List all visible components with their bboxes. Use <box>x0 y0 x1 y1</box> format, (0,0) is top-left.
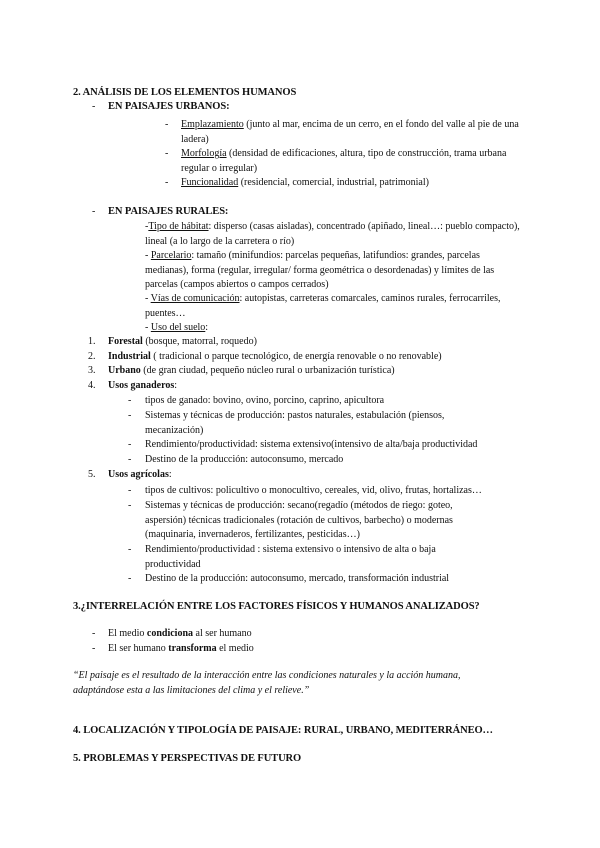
text: ( tradicional o parque tecnológico, de energía renovable o no renovable) <box>150 351 442 362</box>
text: : <box>174 380 177 391</box>
term: Emplazamiento <box>181 119 244 130</box>
list-number: 3. <box>88 365 96 376</box>
bullet-dash: - <box>92 101 96 112</box>
interrelation-item <box>108 642 254 657</box>
term: Vías de comunicación <box>150 293 240 304</box>
bullet-dash: - <box>92 628 96 639</box>
agricola-item: tipos de cultivos: policultivo o monocultivo, cereales, vid, olivo, frutas, hortalizas… <box>145 485 482 496</box>
text: el medio <box>216 643 254 654</box>
ganadero-item: tipos de ganado: bovino, ovino, porcino, caprino, apicultora <box>145 395 385 406</box>
section-5-title: 5. PROBLEMAS Y PERSPECTIVAS DE FUTURO <box>73 753 302 764</box>
prefix: - <box>145 293 151 304</box>
text: El ser humano <box>108 643 169 654</box>
bullet-dash: - <box>128 395 132 406</box>
text: : disperso (casas aisladas), concentrado (apiñado, lineal…: pueblo compacto), lineal (a lo largo de la carretera o río) <box>145 221 520 247</box>
agricola-item: Rendimiento/productividad : sistema extensivo o intensivo de alta o baja productividad <box>145 544 436 570</box>
text: : <box>205 322 209 333</box>
urban-item-morfologia <box>181 147 521 176</box>
rural-parcelario <box>145 249 520 293</box>
bullet-dash: - <box>128 410 132 421</box>
prefix: - <box>145 322 151 333</box>
prefix: - <box>145 221 149 232</box>
section-4-title: 4. LOCALIZACIÓN Y TIPOLOGÍA DE PAISAJE: RURAL, URBANO, MEDITERRÁNEO… <box>73 725 493 736</box>
text: (bosque, matorral, roquedo) <box>142 336 257 347</box>
bullet-dash: - <box>165 177 169 188</box>
term: Forestal <box>108 336 143 347</box>
text: : tamaño (minifundios: parcelas pequeñas, latifundios: grandes, parcelas medianas), forma (regular, irregular/ forma geométrica o desordenadas) y límites de las parcelas (campos abiertos o campos cerrados) <box>145 250 495 290</box>
term: Morfología <box>181 148 227 159</box>
rural-habitat <box>145 220 520 249</box>
ganadero-item: Sistemas y técnicas de producción: pastos naturales, estabulación (piensos, mecanización) <box>145 410 445 436</box>
text: al ser humano <box>193 628 252 639</box>
prefix: - <box>145 250 151 261</box>
rural-heading: EN PAISAJES RURALES: <box>108 206 229 217</box>
bullet-dash: - <box>128 500 132 511</box>
bullet-dash: - <box>165 119 169 130</box>
list-number: 2. <box>88 351 96 362</box>
term: Usos agrícolas <box>108 469 169 480</box>
ganadero-item: Destino de la producción: autoconsumo, mercado <box>145 454 344 465</box>
bullet-dash: - <box>128 454 132 465</box>
agricola-item: Destino de la producción: autoconsumo, mercado, transformación industrial <box>145 573 450 584</box>
agricola-item: Sistemas y técnicas de producción: secano(regadío (métodos de riego: goteo, aspersión) técnicas tradicionales (rotación de cultivos, barbecho) o modernas (maquinaria, invernaderos, fertilizantes, pesticidas…) <box>145 500 453 540</box>
term: Usos ganaderos <box>108 380 175 391</box>
uso-industrial <box>108 350 442 365</box>
term: Tipo de hábitat <box>148 221 209 232</box>
rural-uso-suelo <box>145 321 208 336</box>
text: (residencial, comercial, industrial, patrimonial) <box>238 177 429 188</box>
bullet-dash: - <box>92 206 96 217</box>
term: Urbano <box>108 365 141 376</box>
text: : autopistas, carreteras comarcales, caminos rurales, ferrocarriles, puentes… <box>145 293 501 319</box>
bullet-dash: - <box>128 439 132 450</box>
term: transforma <box>168 643 217 654</box>
urban-item-emplazamiento <box>181 118 526 147</box>
bullet-dash: - <box>92 643 96 654</box>
rural-vias <box>145 292 505 321</box>
interrelation-item <box>108 627 252 642</box>
bullet-dash: - <box>128 544 132 555</box>
uso-agricolas <box>108 468 172 483</box>
term: Industrial <box>108 351 151 362</box>
bullet-dash: - <box>128 573 132 584</box>
text: El medio <box>108 628 147 639</box>
uso-urbano <box>108 364 395 379</box>
bullet-dash: - <box>165 148 169 159</box>
list-number: 5. <box>88 469 96 480</box>
list-number: 1. <box>88 336 96 347</box>
term: Uso del suelo <box>150 322 206 333</box>
urban-item-funcionalidad <box>181 176 526 191</box>
quote: “El paisaje es el resultado de la interacción entre las condiciones naturales y la acción humana, adaptándose esta a las limitaciones del clima y el relieve.” <box>73 670 461 696</box>
text: (junto al mar, encima de un cerro, en el fondo del valle al pie de una ladera) <box>181 119 519 145</box>
text: (densidad de edificaciones, altura, tipo de construcción, trama urbana regular o irregular) <box>181 148 507 174</box>
uso-ganaderos <box>108 379 177 394</box>
list-number: 4. <box>88 380 96 391</box>
urban-heading: EN PAISAJES URBANOS: <box>108 101 230 112</box>
term: condiciona <box>146 628 194 639</box>
text: : <box>168 469 172 480</box>
section-3-title: 3.¿INTERRELACIÓN ENTRE LOS FACTORES FÍSICOS Y HUMANOS ANALIZADOS? <box>73 601 480 612</box>
ganadero-item: Rendimiento/productividad: sistema extensivo(intensivo de alta/baja productividad <box>145 439 478 450</box>
term: Funcionalidad <box>181 177 239 188</box>
text: (de gran ciudad, pequeño núcleo rural o urbanización turística) <box>140 365 395 376</box>
section-2-title: 2. ANÁLISIS DE LOS ELEMENTOS HUMANOS <box>73 87 297 98</box>
term: Parcelario <box>150 250 192 261</box>
bullet-dash: - <box>128 485 132 496</box>
uso-forestal <box>108 335 257 350</box>
